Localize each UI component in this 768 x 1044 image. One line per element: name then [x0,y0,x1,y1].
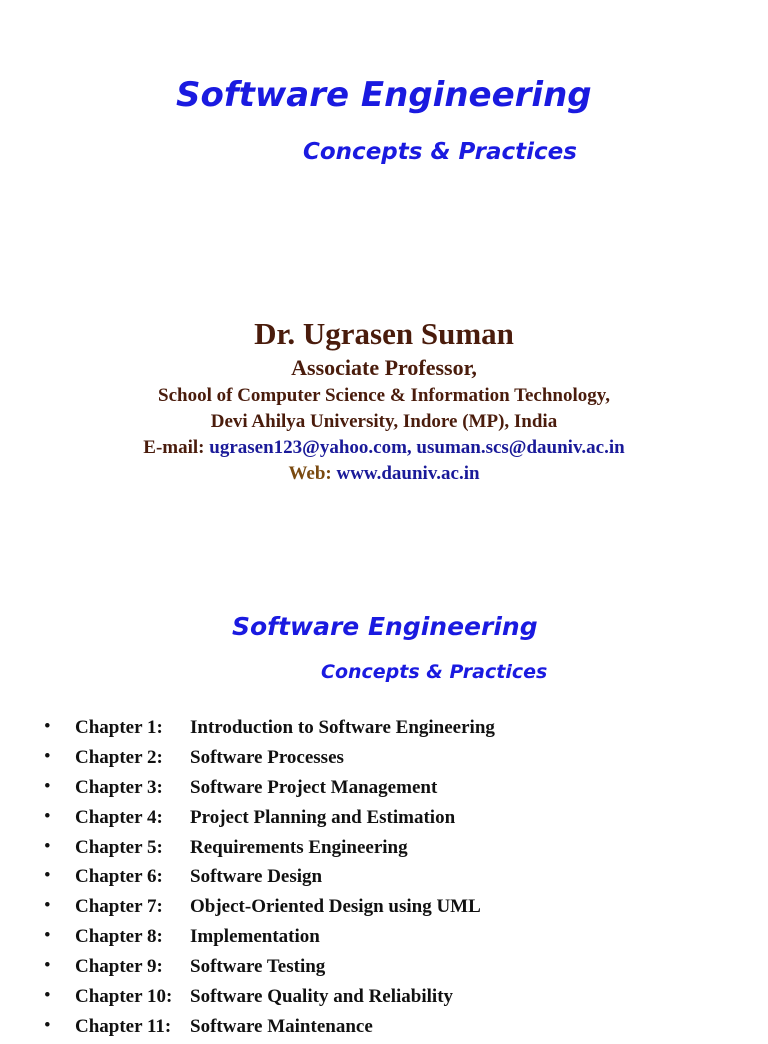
chapter-title: Requirements Engineering [190,836,408,858]
chapter-number: Chapter 1: [75,717,163,738]
chapter-number: Chapter 8: [75,926,163,948]
chapter-item [0,835,768,865]
chapter-item [0,984,768,1014]
bullet-icon: • [44,925,51,947]
chapter-number: Chapter 7: [75,896,163,918]
author-web [0,461,768,487]
bullet-icon: • [44,805,51,827]
chapter-item [0,805,768,835]
chapter-title: Software Quality and Reliability [190,986,454,1008]
chapter-list [0,715,768,1044]
chapter-title: Software Processes [190,746,344,768]
chapter-number: Chapter 2: [75,746,163,768]
chapter-item [0,924,768,954]
author-name: Dr. Ugrasen Suman [254,316,514,351]
chapter-title: Introduction to Software Engineering [190,717,495,738]
bullet-icon: • [44,775,51,797]
chapter-title: Software Testing [190,956,326,978]
chapter-number: Chapter 3: [75,776,163,798]
slide-title: Software Engineering [176,75,592,115]
chapter-number: Chapter 4: [75,806,163,828]
author-role: Associate Professor, [291,355,477,380]
author-school: School of Computer Science & Information Technology, [158,385,610,406]
bullet-icon: • [44,745,51,767]
bullet-icon: • [44,895,51,917]
author-email [0,435,768,461]
chapter-number: Chapter 6: [75,866,163,888]
chapter-item [0,954,768,984]
chapter-number: Chapter 5: [75,836,163,858]
chapter-title: Object-Oriented Design using UML [190,896,481,918]
bullet-icon: • [44,865,51,887]
bullet-icon: • [44,1014,51,1036]
email-links[interactable]: ugrasen123@yahoo.com, usuman.scs@dauniv.ac.in [209,437,625,458]
chapter-item [0,864,768,894]
chapter-item [0,745,768,775]
bullet-icon: • [44,985,51,1007]
author-info [0,315,768,487]
contents-subtitle: Concepts & Practices [321,661,548,683]
web-label: Web: [288,463,332,484]
chapter-title: Software Maintenance [190,1015,373,1037]
chapter-number: Chapter 9: [75,956,163,978]
chapter-number: Chapter 11: [75,1015,172,1037]
contents-title: Software Engineering [232,612,538,641]
email-label: E-mail: [143,437,205,458]
author-university: Devi Ahilya University, Indore (MP), India [210,411,558,432]
chapter-item [0,894,768,924]
bullet-icon: • [44,716,51,737]
bullet-icon: • [44,835,51,857]
chapter-item [0,775,768,805]
chapter-number: Chapter 10: [75,986,173,1008]
chapter-title: Software Project Management [190,776,438,798]
chapter-item [0,715,768,745]
chapter-title: Software Design [190,866,323,888]
chapter-title: Implementation [190,926,320,948]
web-link[interactable]: www.dauniv.ac.in [336,463,480,484]
chapter-item [0,1014,768,1044]
chapter-title: Project Planning and Estimation [190,806,456,828]
slide-subtitle: Concepts & Practices [303,139,577,165]
bullet-icon: • [44,955,51,977]
